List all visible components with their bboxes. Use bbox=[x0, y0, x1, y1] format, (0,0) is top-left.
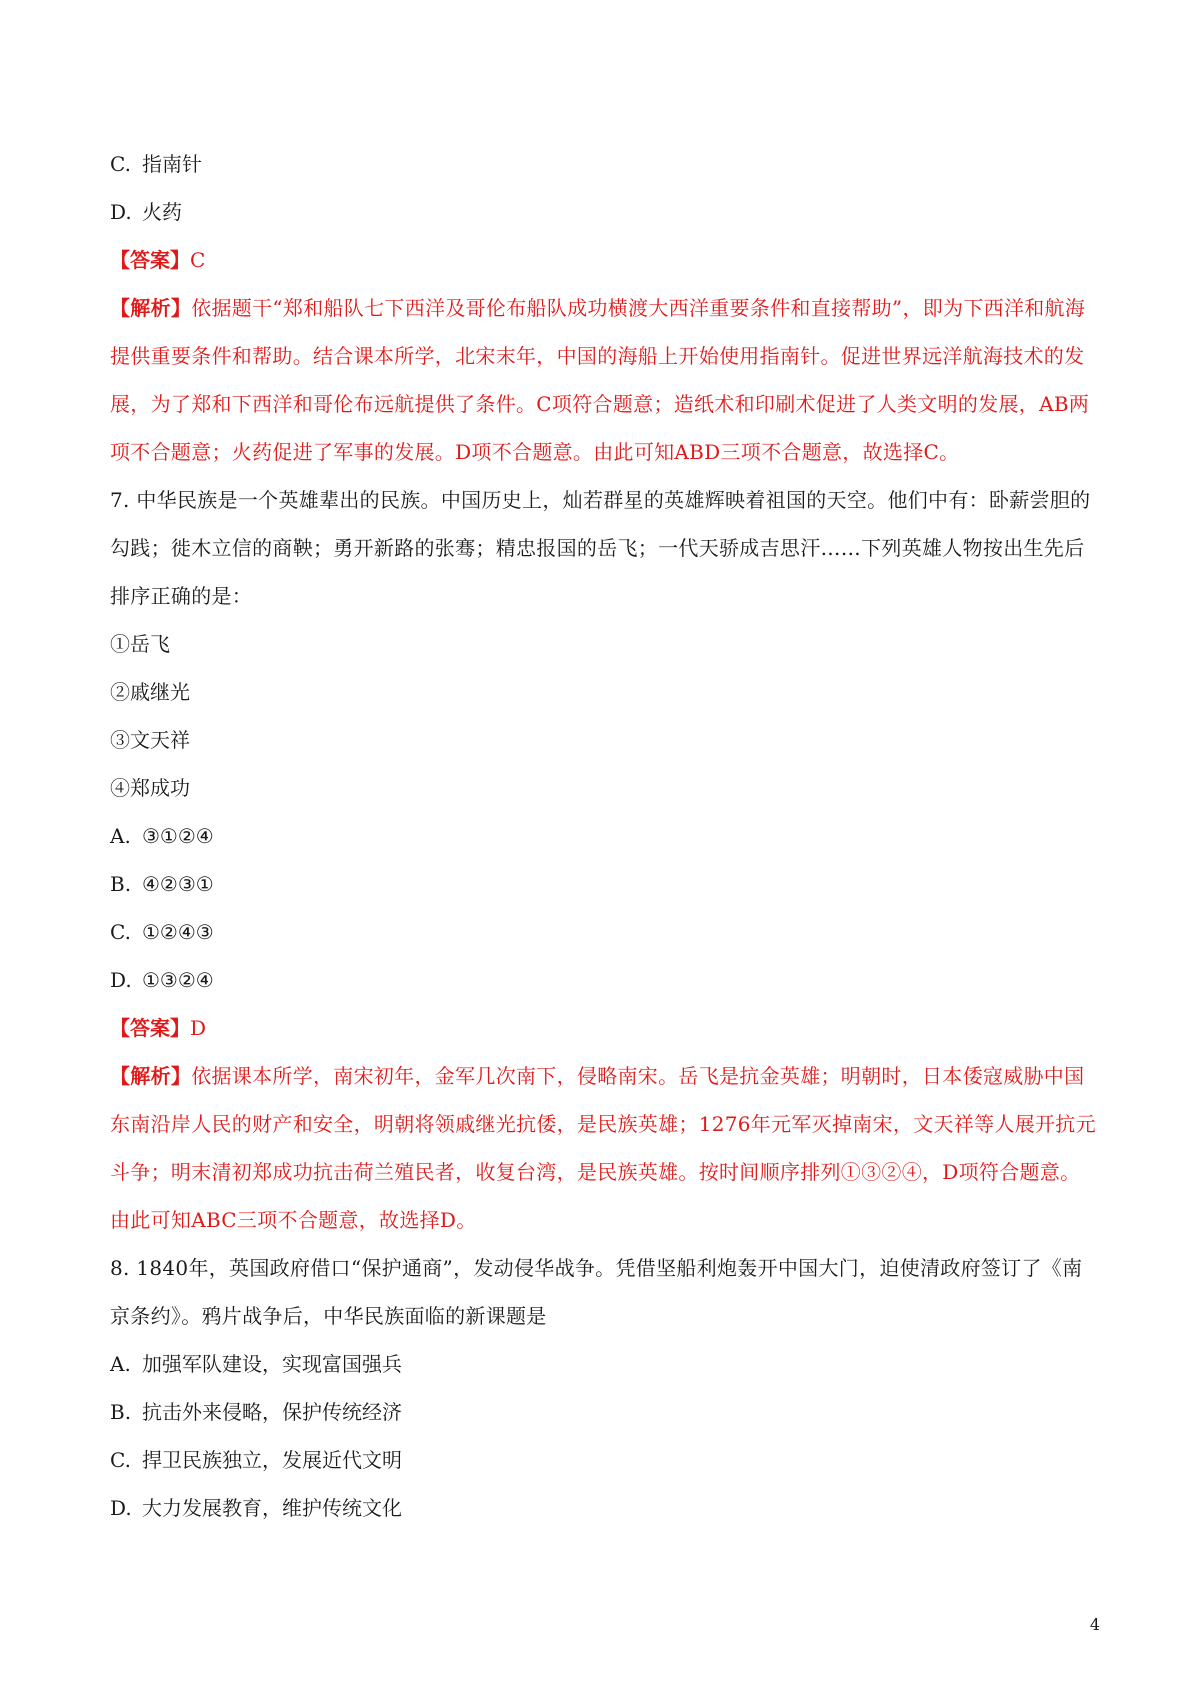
q7-analysis: 【解析】依据课本所学，南宋初年，金军几次南下，侵略南宋。岳飞是抗金英雄；明朝时，日本倭寇威胁中国东南沿岸人民的财产和安全，明朝将领戚继光抗倭，是民族英雄；1276年元军灭掉南宋，文天祥等人展开抗元斗争；明末清初郑成功抗击荷兰殖民者，收复台湾，是民族英雄。按时间顺序排列①③②④，D项符合题意。由此可知ABC三项不合题意，故选择D。 bbox=[110, 1064, 1096, 1232]
q7-option-a: A. ③①②④ bbox=[110, 824, 214, 848]
q7-item-4: ④郑成功 bbox=[110, 776, 190, 800]
document-page bbox=[110, 140, 1100, 1532]
q8-stem: 8. 1840年，英国政府借口“保护通商”，发动侵华战争。凭借坚船利炮轰开中国大门，迫使清政府签订了《南京条约》。鸦片战争后，中华民族面临的新课题是 bbox=[110, 1256, 1083, 1328]
q8-option-d: D. 大力发展教育，维护传统文化 bbox=[110, 1496, 402, 1520]
q8-option-a: A. 加强军队建设，实现富国强兵 bbox=[110, 1352, 402, 1376]
q7-answer: 【答案】D bbox=[110, 1016, 207, 1040]
q6-answer: 【答案】C bbox=[110, 248, 206, 272]
q8-option-b: B. 抗击外来侵略，保护传统经济 bbox=[110, 1400, 402, 1424]
q6-option-c: C. 指南针 bbox=[110, 152, 202, 176]
q6-analysis: 【解析】依据题干“郑和船队七下西洋及哥伦布船队成功横渡大西洋重要条件和直接帮助”，即为下西洋和航海提供重要条件和帮助。结合课本所学，北宋末年，中国的海船上开始使用指南针。促进世界远洋航海技术的发展，为了郑和下西洋和哥伦布远航提供了条件。C项符合题意；造纸术和印刷术促进了人类文明的发展，AB两项不合题意；火药促进了军事的发展。D项不合题意。由此可知ABD三项不合题意，故选择C。 bbox=[110, 296, 1090, 464]
q7-option-d: D. ①③②④ bbox=[110, 968, 214, 992]
q7-item-2: ②戚继光 bbox=[110, 680, 190, 704]
q7-item-1: ①岳飞 bbox=[110, 632, 170, 656]
q7-item-3: ③文天祥 bbox=[110, 728, 190, 752]
q7-option-b: B. ④②③① bbox=[110, 872, 214, 896]
q7-stem: 7. 中华民族是一个英雄辈出的民族。中国历史上，灿若群星的英雄辉映着祖国的天空。他们中有：卧薪尝胆的勾践；徙木立信的商鞅；勇开新路的张骞；精忠报国的岳飞；一代天骄成吉思汗……下列英雄人物按出生先后排序正确的是： bbox=[110, 488, 1091, 608]
page-number: 4 bbox=[1089, 1615, 1100, 1634]
q7-option-c: C. ①②④③ bbox=[110, 920, 214, 944]
q6-option-d: D. 火药 bbox=[110, 200, 182, 224]
q8-option-c: C. 捍卫民族独立，发展近代文明 bbox=[110, 1448, 402, 1472]
